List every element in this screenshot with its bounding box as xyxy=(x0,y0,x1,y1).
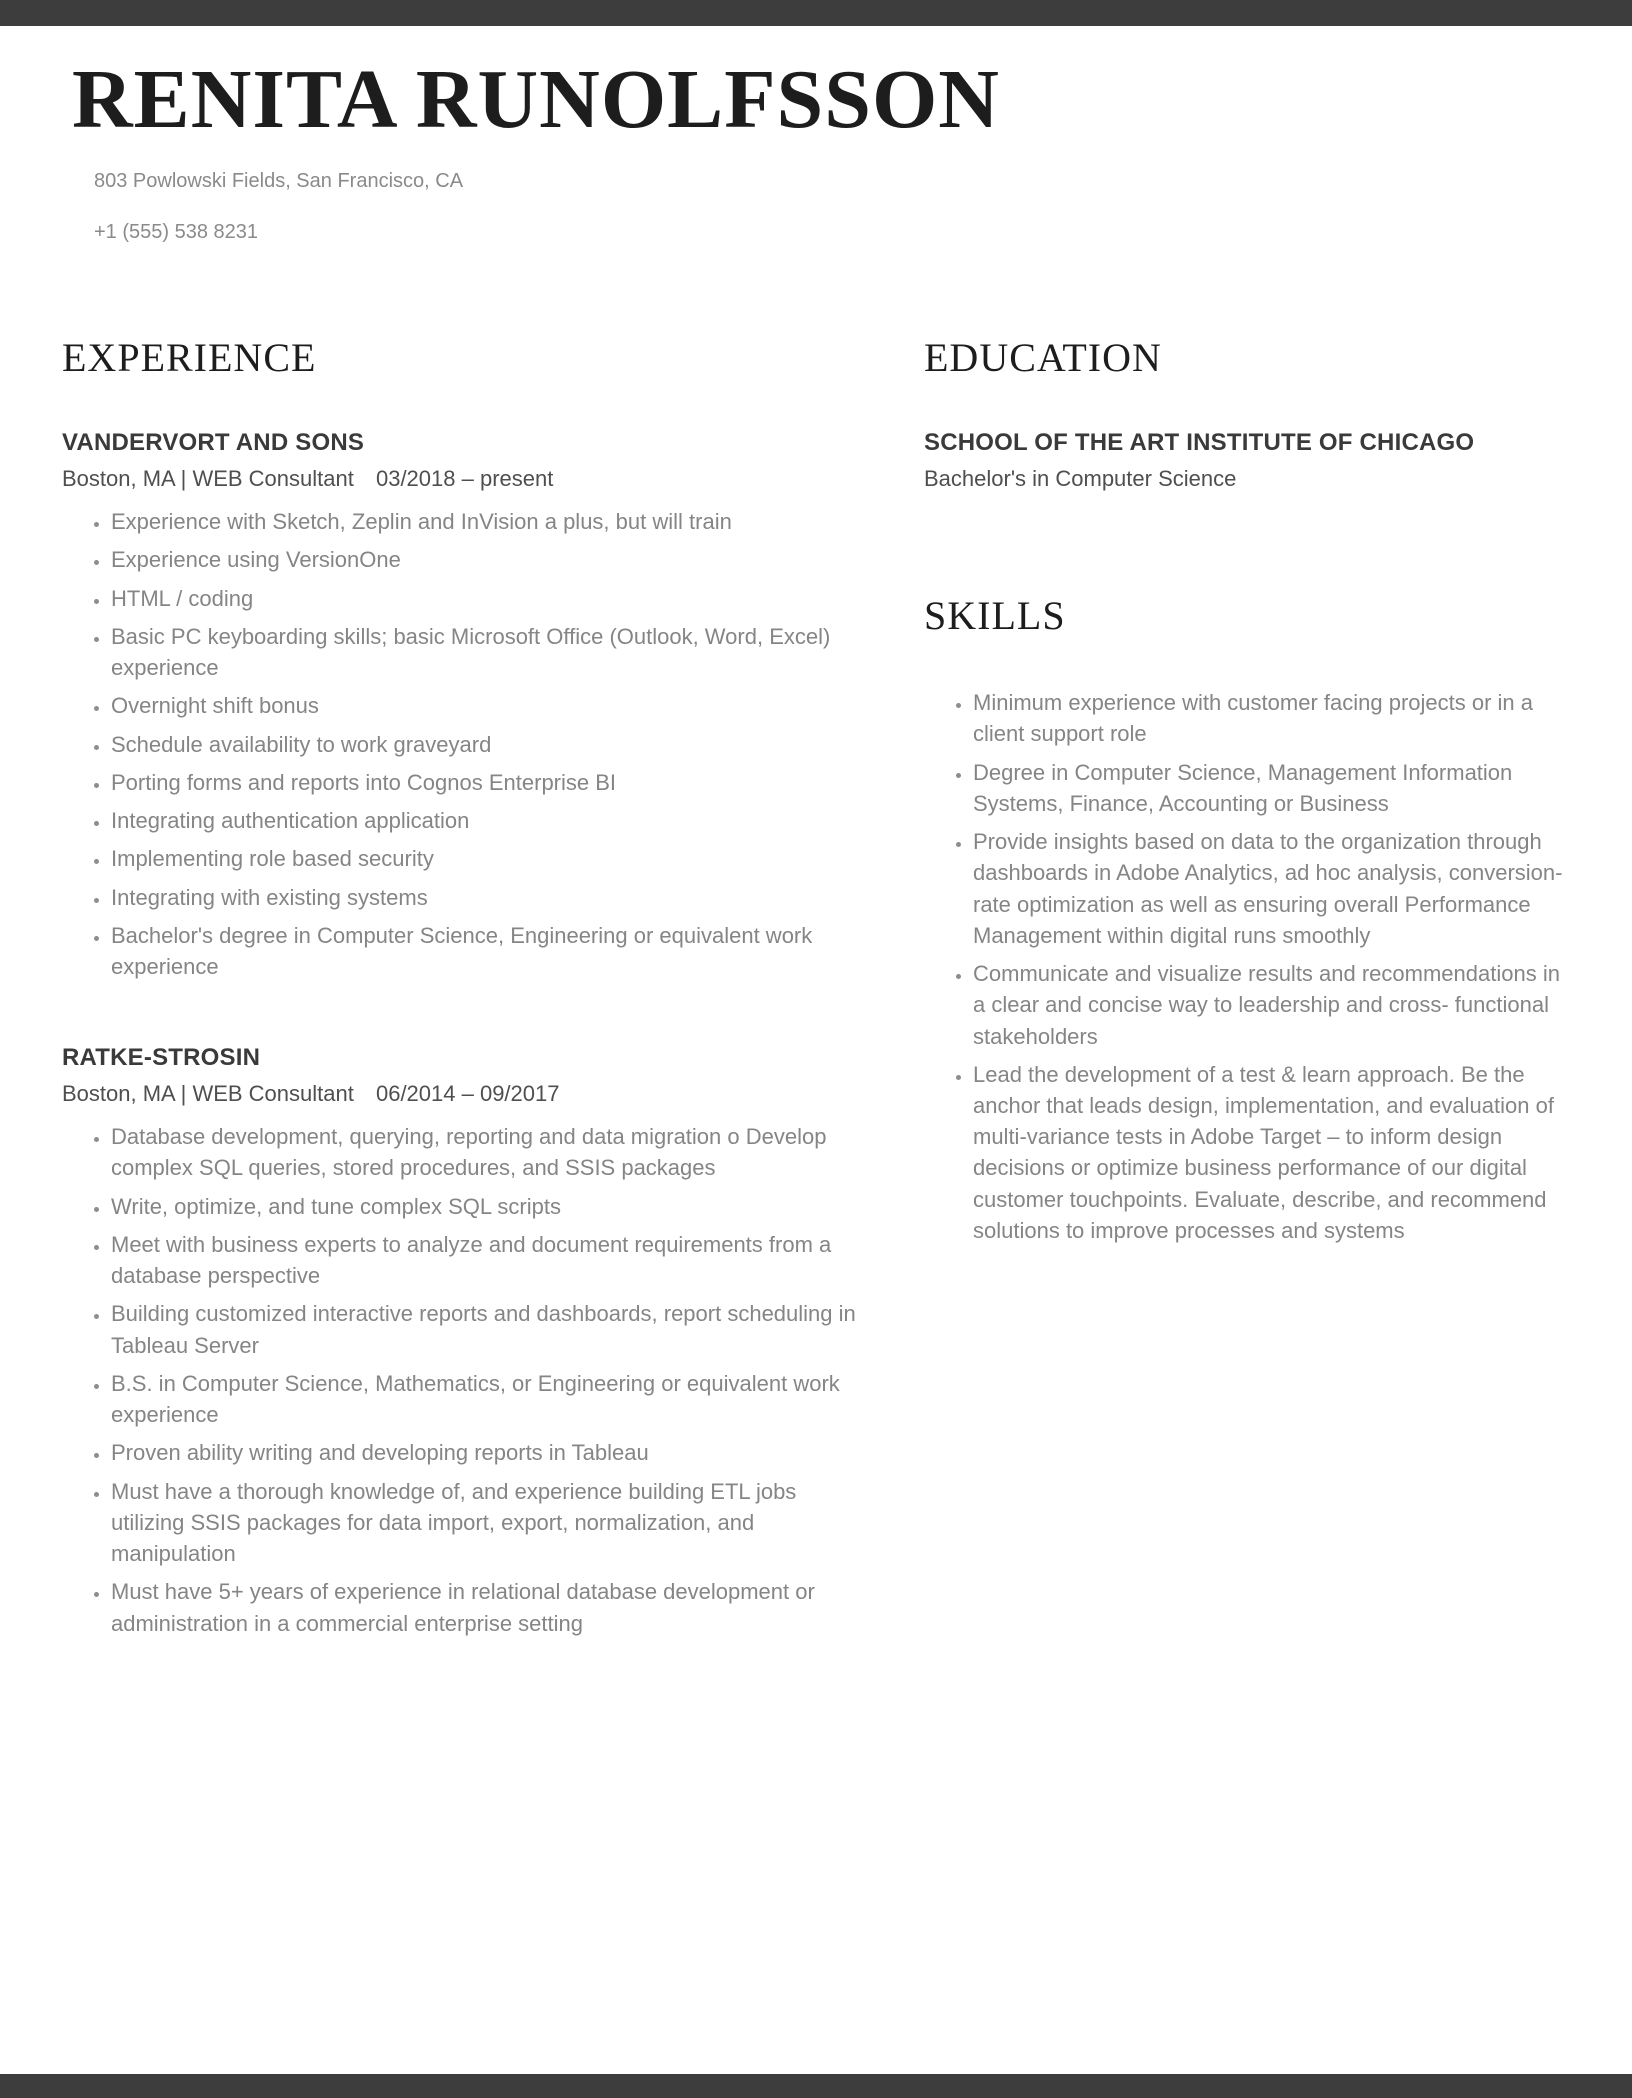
address-line: 803 Powlowski Fields, San Francisco, CA xyxy=(94,170,464,193)
bullet-item: • Bachelor's degree in Computer Science, Engineering or equivalent work experience xyxy=(111,920,864,982)
bullet-item: • Implementing role based security xyxy=(111,843,864,874)
skills-heading: SKILLS xyxy=(924,593,1066,639)
resume-body xyxy=(0,334,1632,1646)
bullet-item: • B.S. in Computer Science, Mathematics, or Engineering or equivalent work experience xyxy=(111,1368,864,1430)
job-meta xyxy=(62,466,864,492)
bullet-item: • Basic PC keyboarding skills; basic Microsoft Office (Outlook, Word, Excel) experience xyxy=(111,621,864,683)
right-column xyxy=(924,334,1570,1253)
viewer-bottom-edge xyxy=(0,2074,1632,2098)
skills-bullet-list xyxy=(924,687,1570,1246)
job-bullet-list xyxy=(62,1121,864,1639)
bullet-item: • Integrating with existing systems xyxy=(111,882,864,913)
bullet-item: • Building customized interactive reports and dashboards, report scheduling in Tableau Server xyxy=(111,1298,864,1360)
job-meta xyxy=(62,1081,864,1107)
experience-heading: EXPERIENCE xyxy=(62,335,317,381)
bullet-item: • Overnight shift bonus xyxy=(111,690,864,721)
bullet-item: • Lead the development of a test & learn approach. Be the anchor that leads design, implementation, and evaluation of multi-variance tests in Adobe Target – to inform design decisions or optimize business performance of our digital customer touchpoints. Evaluate, describe, and recommend solutions to improve processes and systems xyxy=(973,1059,1570,1246)
school-name: SCHOOL OF THE ART INSTITUTE OF CHICAGO xyxy=(924,429,1475,457)
bullet-item: • Database development, querying, reporting and data migration o Develop complex SQL queries, stored procedures, and SSIS packages xyxy=(111,1121,864,1183)
bullet-item: • Porting forms and reports into Cognos Enterprise BI xyxy=(111,767,864,798)
job-entry-vandervort xyxy=(62,429,864,982)
education-heading: EDUCATION xyxy=(924,335,1162,381)
bullet-item: • Experience with Sketch, Zeplin and InVision a plus, but will train xyxy=(111,506,864,537)
degree-name: Bachelor's in Computer Science xyxy=(924,466,1237,492)
bullet-item: • HTML / coding xyxy=(111,583,864,614)
viewer-top-edge xyxy=(0,0,1632,26)
job-bullet-list xyxy=(62,506,864,982)
bullet-item: • Provide insights based on data to the organization through dashboards in Adobe Analytics, ad hoc analysis, conversion-rate optimization as well as ensuring overall Performance Management within digital runs smoothly xyxy=(973,826,1570,951)
bullet-item: • Must have a thorough knowledge of, and experience building ETL jobs utilizing SSIS packages for data import, export, normalization, and manipulation xyxy=(111,1476,864,1570)
bullet-item: • Degree in Computer Science, Management Information Systems, Finance, Accounting or Business xyxy=(973,757,1570,819)
contact-block xyxy=(94,170,1632,244)
company-name: RATKE-STROSIN xyxy=(62,1044,261,1072)
job-dates: 06/2014 – 09/2017 xyxy=(375,1081,560,1107)
bullet-item: • Proven ability writing and developing reports in Tableau xyxy=(111,1437,864,1468)
education-section xyxy=(924,334,1570,492)
skills-section xyxy=(924,592,1570,1246)
bullet-item: • Communicate and visualize results and recommendations in a clear and concise way to leadership and cross- functional stakeholders xyxy=(973,958,1570,1052)
bullet-item: • Write, optimize, and tune complex SQL scripts xyxy=(111,1191,864,1222)
bullet-item: • Schedule availability to work graveyard xyxy=(111,729,864,760)
bullet-item: • Experience using VersionOne xyxy=(111,544,864,575)
phone-line: +1 (555) 538 8231 xyxy=(94,221,259,244)
resume-header xyxy=(0,0,1632,244)
bullet-item: • Meet with business experts to analyze and document requirements from a database perspective xyxy=(111,1229,864,1291)
job-entry-ratke-strosin xyxy=(62,1044,864,1639)
bullet-item: • Integrating authentication application xyxy=(111,805,864,836)
job-dates: 03/2018 – present xyxy=(375,466,554,492)
candidate-name: RENITA RUNOLFSSON xyxy=(72,53,1000,146)
job-location-title: Boston, MA | WEB Consultant xyxy=(62,1081,354,1107)
bullet-item: • Minimum experience with customer facing projects or in a client support role xyxy=(973,687,1570,749)
experience-section xyxy=(62,334,864,1646)
job-location-title: Boston, MA | WEB Consultant xyxy=(62,466,354,492)
bullet-item: • Must have 5+ years of experience in relational database development or administration in a commercial enterprise setting xyxy=(111,1576,864,1638)
company-name: VANDERVORT AND SONS xyxy=(62,429,365,457)
